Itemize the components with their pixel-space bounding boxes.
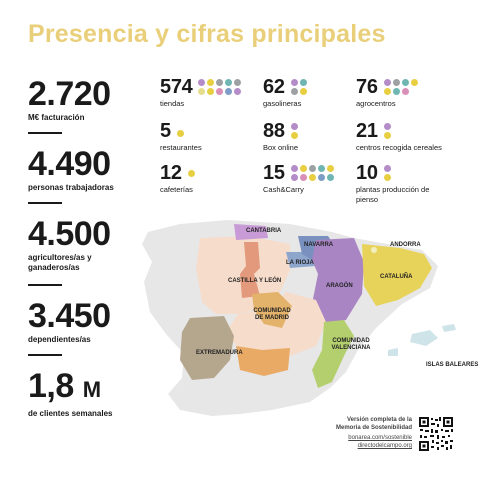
kpi-dependientes [28, 298, 132, 345]
location-dot [300, 79, 307, 86]
location-dot [402, 79, 409, 86]
location-dot [318, 174, 325, 181]
kpi-value: 4.500 [28, 215, 111, 253]
kpi-facturacion [28, 76, 132, 123]
location-dot [309, 165, 316, 172]
location-dot [411, 79, 418, 86]
stat-label: Box online [263, 143, 299, 152]
kpi-value: 1,8 M [28, 367, 101, 405]
location-dot [384, 79, 391, 86]
location-dot [384, 123, 391, 130]
stat-tiendas [160, 76, 241, 109]
label-extremadura: EXTREMADURA [196, 350, 243, 356]
footer-line1: Versión completa de la [346, 417, 412, 423]
qr-code-icon[interactable] [418, 416, 454, 452]
location-dot [198, 88, 205, 95]
location-dot [402, 88, 409, 95]
location-dots [188, 170, 195, 177]
region-andorra [371, 247, 377, 253]
stat-cash-carry [263, 162, 334, 195]
location-dot [291, 79, 298, 86]
kpi-label: M€ facturación [28, 113, 85, 122]
stat-cafeterias [160, 162, 195, 195]
kpi-value: 3.450 [28, 297, 111, 335]
stat-gasolineras [263, 76, 307, 109]
location-dot [384, 165, 391, 172]
label-la-rioja: LA RIOJA [286, 260, 314, 266]
label-navarra: NAVARRA [304, 242, 334, 248]
stat-label: gasolineras [263, 99, 302, 108]
location-dot [291, 88, 298, 95]
location-dot [327, 174, 334, 181]
location-dots [291, 123, 298, 139]
stat-number: 62 [263, 76, 285, 98]
kpi-personas [28, 146, 132, 193]
stat-number: 574 [160, 76, 193, 98]
label-madrid: COMUNIDAD DE MADRID [253, 308, 291, 321]
location-dot [216, 79, 223, 86]
label-baleares: ISLAS BALEARES [426, 362, 479, 368]
location-dot [309, 174, 316, 181]
stat-plantas-pienso [356, 162, 436, 205]
location-dot [384, 88, 391, 95]
label-castilla-y-leon: CASTILLA Y LEÓN [228, 278, 282, 284]
kpi-agricultores [28, 216, 132, 273]
location-dot [300, 174, 307, 181]
location-dots [198, 79, 241, 95]
location-dots [177, 130, 184, 137]
link-directodelcampo[interactable]: directodelcampo.org [357, 443, 412, 449]
stat-label: agrocentros [356, 99, 396, 108]
kpi-clientes [28, 368, 132, 419]
stat-number: 88 [263, 120, 285, 142]
stat-number: 21 [356, 120, 378, 142]
kpi-label: personas trabajadoras [28, 183, 114, 192]
stat-label: cafeterías [160, 185, 193, 194]
stat-label: restaurantes [160, 143, 202, 152]
label-cantabria: CANTABRIA [246, 228, 282, 234]
location-dots [384, 79, 418, 95]
stat-restaurantes [160, 120, 202, 153]
location-dot [225, 79, 232, 86]
stat-centros-cereales [356, 120, 442, 153]
stat-label: plantas producción de pienso [356, 185, 430, 204]
location-dot [384, 132, 391, 139]
location-dots [384, 165, 391, 181]
location-dots [384, 123, 391, 139]
stat-number: 15 [263, 162, 285, 184]
location-dot [300, 88, 307, 95]
location-dot [207, 79, 214, 86]
location-dot [198, 79, 205, 86]
label-aragon: ARAGÓN [326, 283, 353, 289]
stat-box-online [263, 120, 298, 153]
kpi-label: dependientes/as [28, 335, 91, 344]
kpi-value: 4.490 [28, 145, 111, 183]
location-dot [225, 88, 232, 95]
footer-line2: Memoria de Sostenibilidad [335, 425, 412, 431]
kpi-label: de clientes semanales [28, 409, 113, 418]
location-dot [216, 88, 223, 95]
link-sostenible[interactable]: bonarea.com/sostenible [348, 435, 412, 441]
label-cataluna: CATALUÑA [380, 274, 413, 280]
location-dot [393, 88, 400, 95]
location-dot [318, 165, 325, 172]
location-dot [188, 170, 195, 177]
stat-number: 10 [356, 162, 378, 184]
location-dots [291, 79, 307, 95]
footer-note [316, 416, 412, 450]
location-dot [300, 165, 307, 172]
region-baleares-mallorca [410, 330, 438, 346]
stat-label: tiendas [160, 99, 185, 108]
stat-number: 5 [160, 120, 171, 142]
region-baleares-menorca [442, 324, 456, 332]
divider [28, 284, 62, 286]
location-dot [291, 165, 298, 172]
location-dot [393, 79, 400, 86]
label-andorra: ANDORRA [390, 242, 421, 248]
divider [28, 354, 62, 356]
location-dot [234, 79, 241, 86]
divider [28, 202, 62, 204]
page-title: Presencia y cifras principales [28, 20, 386, 48]
location-dot [291, 174, 298, 181]
location-dot [177, 130, 184, 137]
location-dots [291, 165, 334, 181]
region-baleares-ibiza [388, 348, 398, 356]
stat-number: 12 [160, 162, 182, 184]
location-dot [234, 88, 241, 95]
divider [28, 132, 62, 134]
location-dot [384, 174, 391, 181]
stat-label: Cash&Carry [263, 185, 304, 194]
location-dot [291, 123, 298, 130]
stat-label: centros recogida cereales [356, 143, 442, 152]
kpi-label: agricultores/as y ganaderos/as [28, 253, 92, 272]
kpi-value: 2.720 [28, 75, 111, 113]
location-dot [207, 88, 214, 95]
location-dot [327, 165, 334, 172]
spain-map [140, 210, 480, 420]
location-dot [291, 132, 298, 139]
stat-agrocentros [356, 76, 418, 109]
stat-number: 76 [356, 76, 378, 98]
label-valenciana: COMUNIDAD VALENCIANA [331, 338, 371, 351]
